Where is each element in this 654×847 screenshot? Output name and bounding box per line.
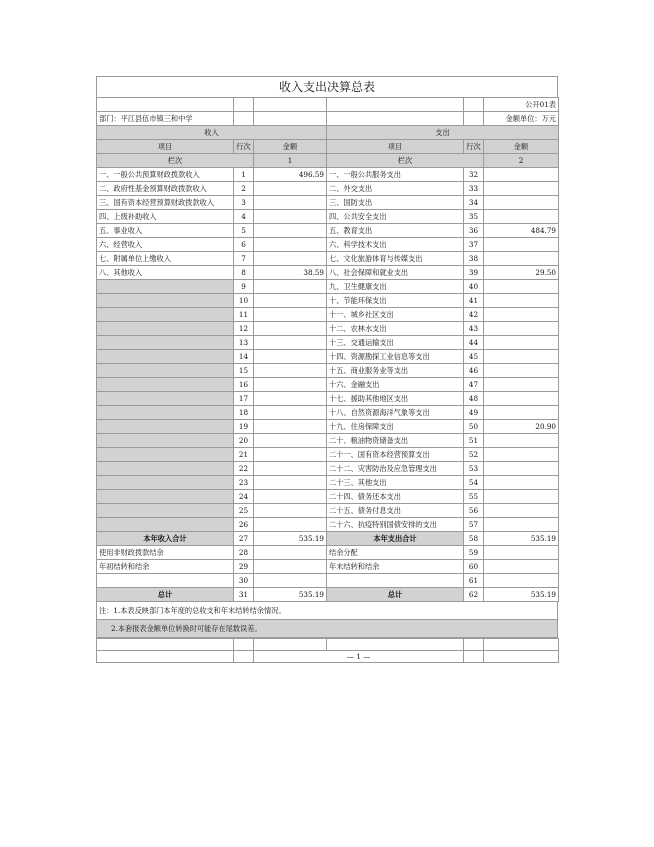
expense-amount <box>484 574 559 588</box>
income-amount <box>254 280 327 294</box>
expense-item: 十八、自然资源海洋气象等支出 <box>327 406 464 420</box>
expense-amount <box>484 238 559 252</box>
table-row <box>97 476 559 490</box>
income-line-no: 15 <box>234 364 254 378</box>
table-row <box>97 308 559 322</box>
form-code: 公开01表 <box>484 98 559 112</box>
income-line-no: 22 <box>234 462 254 476</box>
income-item <box>97 420 234 434</box>
expense-amount <box>484 322 559 336</box>
income-item-header: 项目 <box>97 140 234 154</box>
income-line-no: 13 <box>234 336 254 350</box>
income-item <box>97 434 234 448</box>
grand-total-income-line: 31 <box>234 588 254 602</box>
expense-amount <box>484 378 559 392</box>
income-amount <box>254 546 327 560</box>
table-row <box>97 294 559 308</box>
income-line-no: 4 <box>234 210 254 224</box>
expense-amount <box>484 182 559 196</box>
expense-item: 结余分配 <box>327 546 464 560</box>
expense-line-no: 53 <box>464 462 484 476</box>
expense-line-no: 33 <box>464 182 484 196</box>
income-amount: 38.59 <box>254 266 327 280</box>
expense-amount <box>484 490 559 504</box>
income-line-no: 9 <box>234 280 254 294</box>
income-amount <box>254 364 327 378</box>
expense-item: 四、公共安全支出 <box>327 210 464 224</box>
grand-total-row <box>97 588 559 602</box>
table-row <box>97 420 559 434</box>
income-amount <box>254 504 327 518</box>
income-item <box>97 350 234 364</box>
expense-amount <box>484 308 559 322</box>
table-row <box>97 238 559 252</box>
expense-line-header: 行次 <box>464 140 484 154</box>
expense-amount <box>484 434 559 448</box>
expense-item: 十、节能环保支出 <box>327 294 464 308</box>
expense-line-no: 43 <box>464 322 484 336</box>
income-line-no: 11 <box>234 308 254 322</box>
income-line-no: 20 <box>234 434 254 448</box>
income-amount <box>254 336 327 350</box>
income-line-no: 14 <box>234 350 254 364</box>
table-row <box>97 168 559 182</box>
expense-amount <box>484 504 559 518</box>
expense-item: 年末结转和结余 <box>327 560 464 574</box>
year-income-total-label: 本年收入合计 <box>97 532 234 546</box>
page-number: — 1 — <box>254 651 464 663</box>
expense-column-number: 2 <box>484 154 559 168</box>
table-row <box>97 182 559 196</box>
income-amount <box>254 448 327 462</box>
expense-amount <box>484 168 559 182</box>
income-item: 四、上级补助收入 <box>97 210 234 224</box>
income-amount <box>254 518 327 532</box>
expense-item: 九、卫生健康支出 <box>327 280 464 294</box>
expense-item: 三、国防支出 <box>327 196 464 210</box>
expense-amount <box>484 364 559 378</box>
income-item <box>97 378 234 392</box>
income-item: 八、其他收入 <box>97 266 234 280</box>
table-row <box>97 336 559 350</box>
grand-total-expense-amount: 535.19 <box>484 588 559 602</box>
expense-item <box>327 574 464 588</box>
income-item <box>97 448 234 462</box>
income-line-no: 5 <box>234 224 254 238</box>
income-item <box>97 322 234 336</box>
expense-line-no: 60 <box>464 560 484 574</box>
table-row <box>97 280 559 294</box>
expense-item: 二十二、灾害防治及应急管理支出 <box>327 462 464 476</box>
expense-column-label: 栏次 <box>327 154 484 168</box>
income-line-no: 24 <box>234 490 254 504</box>
income-amount <box>254 350 327 364</box>
expense-line-no: 54 <box>464 476 484 490</box>
table-row <box>97 196 559 210</box>
expense-line-no: 59 <box>464 546 484 560</box>
income-line-no: 18 <box>234 406 254 420</box>
income-line-no: 26 <box>234 518 254 532</box>
expense-line-no: 34 <box>464 196 484 210</box>
expense-amount: 484.79 <box>484 224 559 238</box>
expense-line-no: 47 <box>464 378 484 392</box>
income-amount <box>254 420 327 434</box>
department-label: 部门：平江县伍市镇三和中学 <box>97 112 234 126</box>
expense-line-no: 38 <box>464 252 484 266</box>
income-amount <box>254 294 327 308</box>
income-amount <box>254 238 327 252</box>
column-number-row <box>97 154 559 168</box>
income-amount <box>254 392 327 406</box>
income-amount <box>254 406 327 420</box>
income-item <box>97 406 234 420</box>
expense-item: 十七、援助其他地区支出 <box>327 392 464 406</box>
expense-amount <box>484 336 559 350</box>
expense-amount <box>484 406 559 420</box>
income-amount <box>254 462 327 476</box>
income-line-no: 2 <box>234 182 254 196</box>
table-row <box>97 490 559 504</box>
expense-item: 二十一、国有资本经营预算支出 <box>327 448 464 462</box>
expense-item: 十九、住房保障支出 <box>327 420 464 434</box>
expense-item-header: 项目 <box>327 140 464 154</box>
expense-item: 十四、资源勘探工业信息等支出 <box>327 350 464 364</box>
income-item <box>97 462 234 476</box>
expense-line-no: 45 <box>464 350 484 364</box>
income-amount <box>254 252 327 266</box>
expense-item: 十五、商业服务业等支出 <box>327 364 464 378</box>
income-item <box>97 392 234 406</box>
income-item <box>97 490 234 504</box>
expense-line-no: 50 <box>464 420 484 434</box>
expense-amount-header: 金额 <box>484 140 559 154</box>
grand-total-income-label: 总计 <box>97 588 234 602</box>
income-amount <box>254 490 327 504</box>
year-expense-total-label: 本年支出合计 <box>327 532 464 546</box>
table-row <box>97 392 559 406</box>
income-item <box>97 574 234 588</box>
expense-line-no: 61 <box>464 574 484 588</box>
table-row <box>97 266 559 280</box>
income-line-no: 10 <box>234 294 254 308</box>
income-line-no: 21 <box>234 448 254 462</box>
income-amount <box>254 224 327 238</box>
expense-amount <box>484 280 559 294</box>
expense-amount <box>484 350 559 364</box>
expense-line-no: 55 <box>464 490 484 504</box>
expense-line-no: 56 <box>464 504 484 518</box>
expense-line-no: 52 <box>464 448 484 462</box>
income-line-no: 29 <box>234 560 254 574</box>
income-column-label: 栏次 <box>97 154 254 168</box>
income-amount <box>254 196 327 210</box>
income-item <box>97 308 234 322</box>
income-amount <box>254 308 327 322</box>
column-header-row <box>97 140 559 154</box>
table-row <box>97 518 559 532</box>
expense-item: 七、文化旅游体育与传媒支出 <box>327 252 464 266</box>
expense-line-no: 48 <box>464 392 484 406</box>
section-header-row <box>97 126 559 140</box>
table-row <box>97 546 559 560</box>
note-2: 2.本套报表金额单位转换时可能存在尾数误差。 <box>96 620 558 638</box>
expense-line-no: 41 <box>464 294 484 308</box>
meta-row <box>97 112 559 126</box>
table-row <box>97 350 559 364</box>
year-total-row <box>97 532 559 546</box>
expense-amount <box>484 196 559 210</box>
income-line-no: 12 <box>234 322 254 336</box>
table-row <box>97 574 559 588</box>
expense-amount <box>484 518 559 532</box>
expense-amount <box>484 392 559 406</box>
expense-line-no: 36 <box>464 224 484 238</box>
grand-total-income-amount: 535.19 <box>254 588 327 602</box>
income-item: 五、事业收入 <box>97 224 234 238</box>
income-amount <box>254 210 327 224</box>
income-item: 三、国有资本经营预算财政拨款收入 <box>97 196 234 210</box>
expense-amount <box>484 476 559 490</box>
income-amount <box>254 378 327 392</box>
expense-line-no: 32 <box>464 168 484 182</box>
expense-amount <box>484 560 559 574</box>
income-item: 年初结转和结余 <box>97 560 234 574</box>
table-row <box>97 252 559 266</box>
unit-label: 金额单位：万元 <box>484 112 559 126</box>
expense-amount <box>484 448 559 462</box>
income-header: 收入 <box>97 126 327 140</box>
table-row <box>97 406 559 420</box>
expense-item: 十一、城乡社区支出 <box>327 308 464 322</box>
grand-total-expense-label: 总计 <box>327 588 464 602</box>
expense-item: 十三、交通运输支出 <box>327 336 464 350</box>
expense-amount <box>484 210 559 224</box>
income-amount <box>254 560 327 574</box>
table-row <box>97 434 559 448</box>
income-item <box>97 476 234 490</box>
expense-line-no: 40 <box>464 280 484 294</box>
year-income-total-amount: 535.19 <box>254 532 327 546</box>
expense-amount <box>484 462 559 476</box>
table-row <box>97 224 559 238</box>
year-expense-total-amount: 535.19 <box>484 532 559 546</box>
income-line-no: 30 <box>234 574 254 588</box>
form-code-row <box>97 98 559 112</box>
expense-line-no: 35 <box>464 210 484 224</box>
income-line-no: 19 <box>234 420 254 434</box>
note-1: 注：1.本表反映部门本年度的总收支和年末结转结余情况。 <box>96 602 558 620</box>
report-title: 收入支出决算总表 <box>96 76 558 97</box>
expense-amount <box>484 546 559 560</box>
footer-table <box>96 638 559 663</box>
expense-item: 二十五、债务付息支出 <box>327 504 464 518</box>
income-line-no: 7 <box>234 252 254 266</box>
year-income-total-line: 27 <box>234 532 254 546</box>
income-item <box>97 504 234 518</box>
income-line-no: 16 <box>234 378 254 392</box>
expense-line-no: 42 <box>464 308 484 322</box>
income-amount <box>254 182 327 196</box>
income-line-no: 25 <box>234 504 254 518</box>
income-line-header: 行次 <box>234 140 254 154</box>
income-line-no: 1 <box>234 168 254 182</box>
income-line-no: 8 <box>234 266 254 280</box>
income-amount <box>254 476 327 490</box>
expense-line-no: 46 <box>464 364 484 378</box>
income-item: 使用非财政拨款结余 <box>97 546 234 560</box>
income-amount <box>254 434 327 448</box>
income-item: 七、附属单位上缴收入 <box>97 252 234 266</box>
report-sheet <box>96 76 558 663</box>
table-row <box>97 448 559 462</box>
income-line-no: 28 <box>234 546 254 560</box>
expense-amount <box>484 294 559 308</box>
income-column-number: 1 <box>254 154 327 168</box>
expense-item: 二十六、抗疫特别国债安排的支出 <box>327 518 464 532</box>
table-row <box>97 462 559 476</box>
income-amount-header: 金额 <box>254 140 327 154</box>
expense-item: 二十四、债务还本支出 <box>327 490 464 504</box>
income-amount <box>254 322 327 336</box>
expense-item: 五、教育支出 <box>327 224 464 238</box>
year-expense-total-line: 58 <box>464 532 484 546</box>
income-line-no: 17 <box>234 392 254 406</box>
table-row <box>97 322 559 336</box>
income-line-no: 6 <box>234 238 254 252</box>
expense-item: 二十三、其他支出 <box>327 476 464 490</box>
income-amount <box>254 574 327 588</box>
expense-line-no: 57 <box>464 518 484 532</box>
table-row <box>97 378 559 392</box>
expense-amount: 29.50 <box>484 266 559 280</box>
income-item <box>97 364 234 378</box>
income-amount: 496.59 <box>254 168 327 182</box>
table-row <box>97 364 559 378</box>
expense-item: 十六、金融支出 <box>327 378 464 392</box>
income-line-no: 23 <box>234 476 254 490</box>
income-item <box>97 518 234 532</box>
expense-item: 一、一般公共服务支出 <box>327 168 464 182</box>
expense-line-no: 51 <box>464 434 484 448</box>
table-row <box>97 210 559 224</box>
expense-line-no: 37 <box>464 238 484 252</box>
expense-item: 二、外交支出 <box>327 182 464 196</box>
expense-item: 二十、粮油物资储备支出 <box>327 434 464 448</box>
expense-line-no: 49 <box>464 406 484 420</box>
income-item: 一、一般公共预算财政拨款收入 <box>97 168 234 182</box>
expense-header: 支出 <box>327 126 559 140</box>
income-item <box>97 336 234 350</box>
expense-item: 十二、农林水支出 <box>327 322 464 336</box>
expense-item: 六、科学技术支出 <box>327 238 464 252</box>
table-row <box>97 560 559 574</box>
summary-table <box>96 97 559 602</box>
expense-amount <box>484 252 559 266</box>
expense-item: 八、社会保障和就业支出 <box>327 266 464 280</box>
expense-line-no: 39 <box>464 266 484 280</box>
income-item <box>97 294 234 308</box>
expense-line-no: 44 <box>464 336 484 350</box>
income-item <box>97 280 234 294</box>
income-item: 二、政府性基金预算财政拨款收入 <box>97 182 234 196</box>
expense-amount: 20.90 <box>484 420 559 434</box>
income-line-no: 3 <box>234 196 254 210</box>
grand-total-expense-line: 62 <box>464 588 484 602</box>
table-row <box>97 504 559 518</box>
income-item: 六、经营收入 <box>97 238 234 252</box>
